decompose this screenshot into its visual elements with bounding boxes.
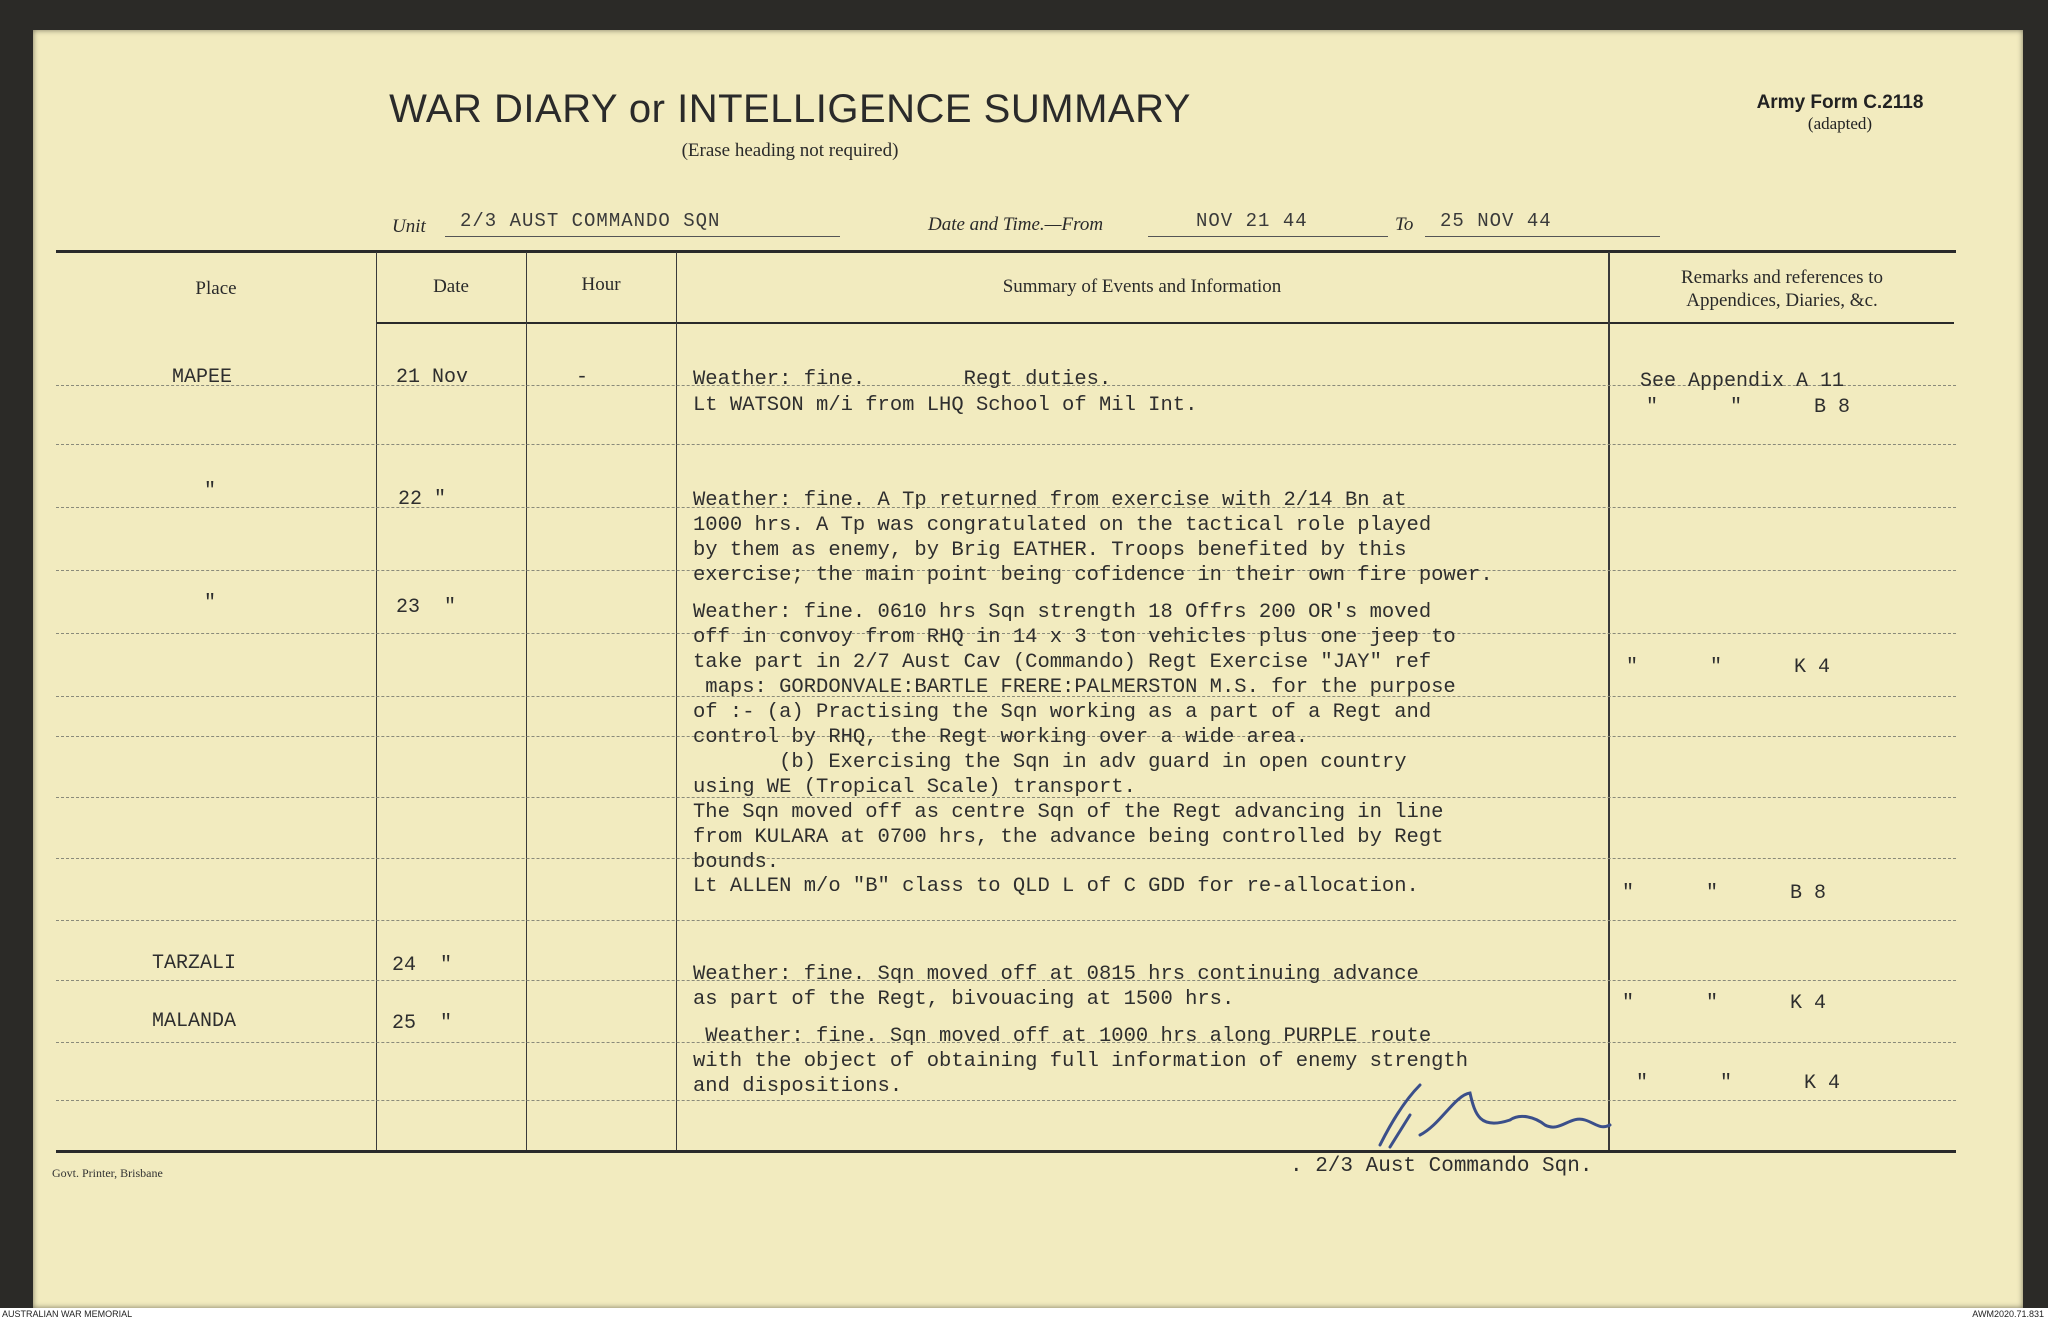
govt-printer-note: Govt. Printer, Brisbane [52, 1166, 163, 1180]
table-top-border [56, 250, 1956, 253]
place-cell: MALANDA [152, 1010, 237, 1033]
from-underline [1148, 236, 1388, 237]
remark-ditto-b8: " " B 8 [1646, 396, 1851, 419]
date-to-label: To [1395, 214, 1414, 235]
date-to-value: 25 NOV 44 [1440, 210, 1552, 232]
date-cell: 22 " [398, 488, 447, 511]
army-form-number [1720, 92, 1960, 134]
column-header-date: Date [433, 276, 469, 297]
remarks-header-line-2: Appendices, Diaries, &c. [1686, 290, 1878, 311]
archive-accession-number: AWM2020.71.831 [1972, 1309, 2044, 1319]
entry-22-nov: Weather: fine. A Tp returned from exercise with 2/14 Bn at 1000 hrs. A Tp was congratulated on the tactical role played by them as enemy, by Brig EATHER. Troops benefited by this exercise; the main point being cofidence in their own fire power. [693, 489, 1493, 587]
form-title: WAR DIARY or INTELLIGENCE SUMMARY [389, 87, 1191, 131]
column-divider-hour [676, 252, 677, 1150]
unit-underline [445, 236, 840, 237]
unit-label: Unit [392, 216, 426, 237]
column-divider-date [526, 252, 527, 1150]
archive-footer [0, 1308, 2048, 1322]
date-time-label: Date and Time.—From [928, 214, 1104, 235]
unit-value: 2/3 AUST COMMANDO SQN [460, 210, 721, 232]
date-from-value: NOV 21 44 [1196, 210, 1308, 232]
ruled-line [56, 444, 1956, 445]
column-header-summary: Summary of Events and Information [1002, 276, 1282, 297]
army-form-label: Army Form C.2118 [1756, 92, 1924, 113]
remark-ditto-k4: " " K 4 [1626, 656, 1831, 679]
entry-23-nov: Weather: fine. 0610 hrs Sqn strength 18 Offrs 200 OR's moved off in convoy from RHQ in 14 x 3 ton vehicles plus one jeep to take part in 2/7 Aust Cav (Commando) Regt Exercise "JAY" ref maps: GORDONVALE:BARTLE FRERE:PALMERSTON M.S. for the purpose of :- (a) Practising the Sqn working as a part of a Regt and control by RHQ, the Regt working over a wide area. (b) Exercising the Sqn in adv guard in open country using WE (Tropical Scale) transport. The Sqn moved off as centre Sqn of the Regt advancing in line from KULARA at 0700 hrs, the advance being controlled by Regt bounds. [693, 601, 1456, 874]
column-divider-summary [1608, 252, 1610, 1150]
column-header-place: Place [195, 278, 237, 299]
column-header-hour: Hour [581, 274, 621, 295]
remarks-header-line-1: Remarks and references to [1680, 267, 1884, 288]
entry-25-nov: Weather: fine. Sqn moved off at 1000 hrs along PURPLE route with the object of obtaining full information of enemy strength and dispositions. [693, 1025, 1469, 1098]
place-cell: MAPEE [172, 366, 233, 389]
signature [1360, 1075, 1660, 1155]
entry-23-nov-allen: Lt ALLEN m/o "B" class to QLD L of C GDD for re-allocation. [693, 875, 1419, 898]
squadron-signature-block: . 2/3 Aust Commando Sqn. [1290, 1155, 1593, 1178]
remark-ditto-k4: " " K 4 [1622, 992, 1827, 1015]
date-cell: 25 " [392, 1012, 453, 1035]
table-bottom-border [56, 1150, 1956, 1153]
remark-ditto-k4: " " K 4 [1636, 1072, 1841, 1095]
column-header-remarks [1610, 266, 1954, 312]
entry-21-nov-watson: Lt WATSON m/i from LHQ School of Mil Int. [693, 394, 1198, 417]
date-cell: 21 Nov [396, 366, 469, 389]
archive-name: AUSTRALIAN WAR MEMORIAL [2, 1309, 133, 1319]
date-cell: 24 " [392, 954, 453, 977]
entry-24-nov: Weather: fine. Sqn moved off at 0815 hrs continuing advance as part of the Regt, bivouacing at 1500 hrs. [693, 963, 1419, 1011]
column-divider-place [376, 252, 377, 1150]
place-cell: " [204, 480, 217, 503]
form-subtitle: (Erase heading not required) [681, 140, 899, 161]
remark-ditto-b8: " " B 8 [1622, 882, 1827, 905]
place-cell: TARZALI [152, 952, 237, 975]
remark-appendix-a11: See Appendix A 11 [1640, 370, 1845, 393]
army-form-adapted: (adapted) [1807, 114, 1873, 133]
place-cell: " [204, 592, 217, 615]
date-cell: 23 " [396, 596, 457, 619]
hour-cell: - [576, 366, 589, 389]
ruled-line [56, 1100, 1956, 1101]
ruled-line [56, 920, 1956, 921]
header-divider-remarks [1610, 322, 1954, 324]
entry-21-nov-duties: Weather: fine. Regt duties. [693, 368, 1112, 391]
header-divider-main [376, 322, 1608, 324]
to-underline [1425, 236, 1660, 237]
